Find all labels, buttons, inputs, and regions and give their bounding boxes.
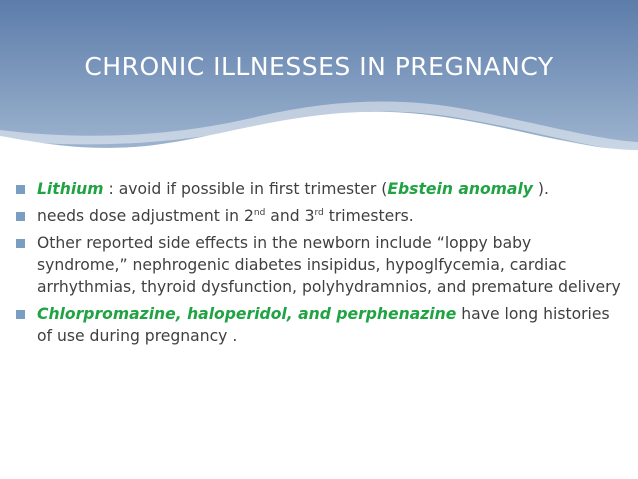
- drug-names: Chlorpromazine, haloperidol, and perphenazine: [37, 305, 457, 323]
- bullet-text: : avoid if possible in first trimester (: [103, 180, 388, 198]
- superscript: rd: [314, 207, 324, 218]
- bullet-text: Other reported side effects in the newborn include “loppy baby syndrome,” nephrogenic diabetes insipidus, hypoglfycemia, cardiac arrhythmias, thyroid dysfunction, polyhydramnios, and premature delivery: [37, 234, 621, 296]
- square-bullet-icon: [16, 239, 25, 248]
- bullet-item-dose: [16, 205, 626, 227]
- bullet-text: needs dose adjustment in 2: [37, 207, 254, 225]
- square-bullet-icon: [16, 310, 25, 319]
- emphasis-text: Ebstein anomaly: [387, 180, 533, 198]
- bullet-item-antipsychotics: [16, 303, 626, 347]
- square-bullet-icon: [16, 185, 25, 194]
- bullet-item-lithium: [16, 178, 626, 200]
- slide-title: CHRONIC ILLNESSES IN PREGNANCY: [84, 52, 554, 81]
- drug-name: Lithium: [37, 180, 104, 198]
- square-bullet-icon: [16, 212, 25, 221]
- title-banner: [0, 0, 638, 170]
- superscript: nd: [253, 207, 266, 218]
- bullet-text: have long histories of use during pregnancy .: [37, 305, 610, 345]
- banner-background: [0, 0, 638, 170]
- bullet-item-side-effects: [16, 232, 626, 298]
- bullet-text-end: ).: [532, 180, 549, 198]
- bullet-text-end: trimesters.: [323, 207, 414, 225]
- bullet-text-mid: and 3: [265, 207, 315, 225]
- bullet-list: [16, 178, 626, 352]
